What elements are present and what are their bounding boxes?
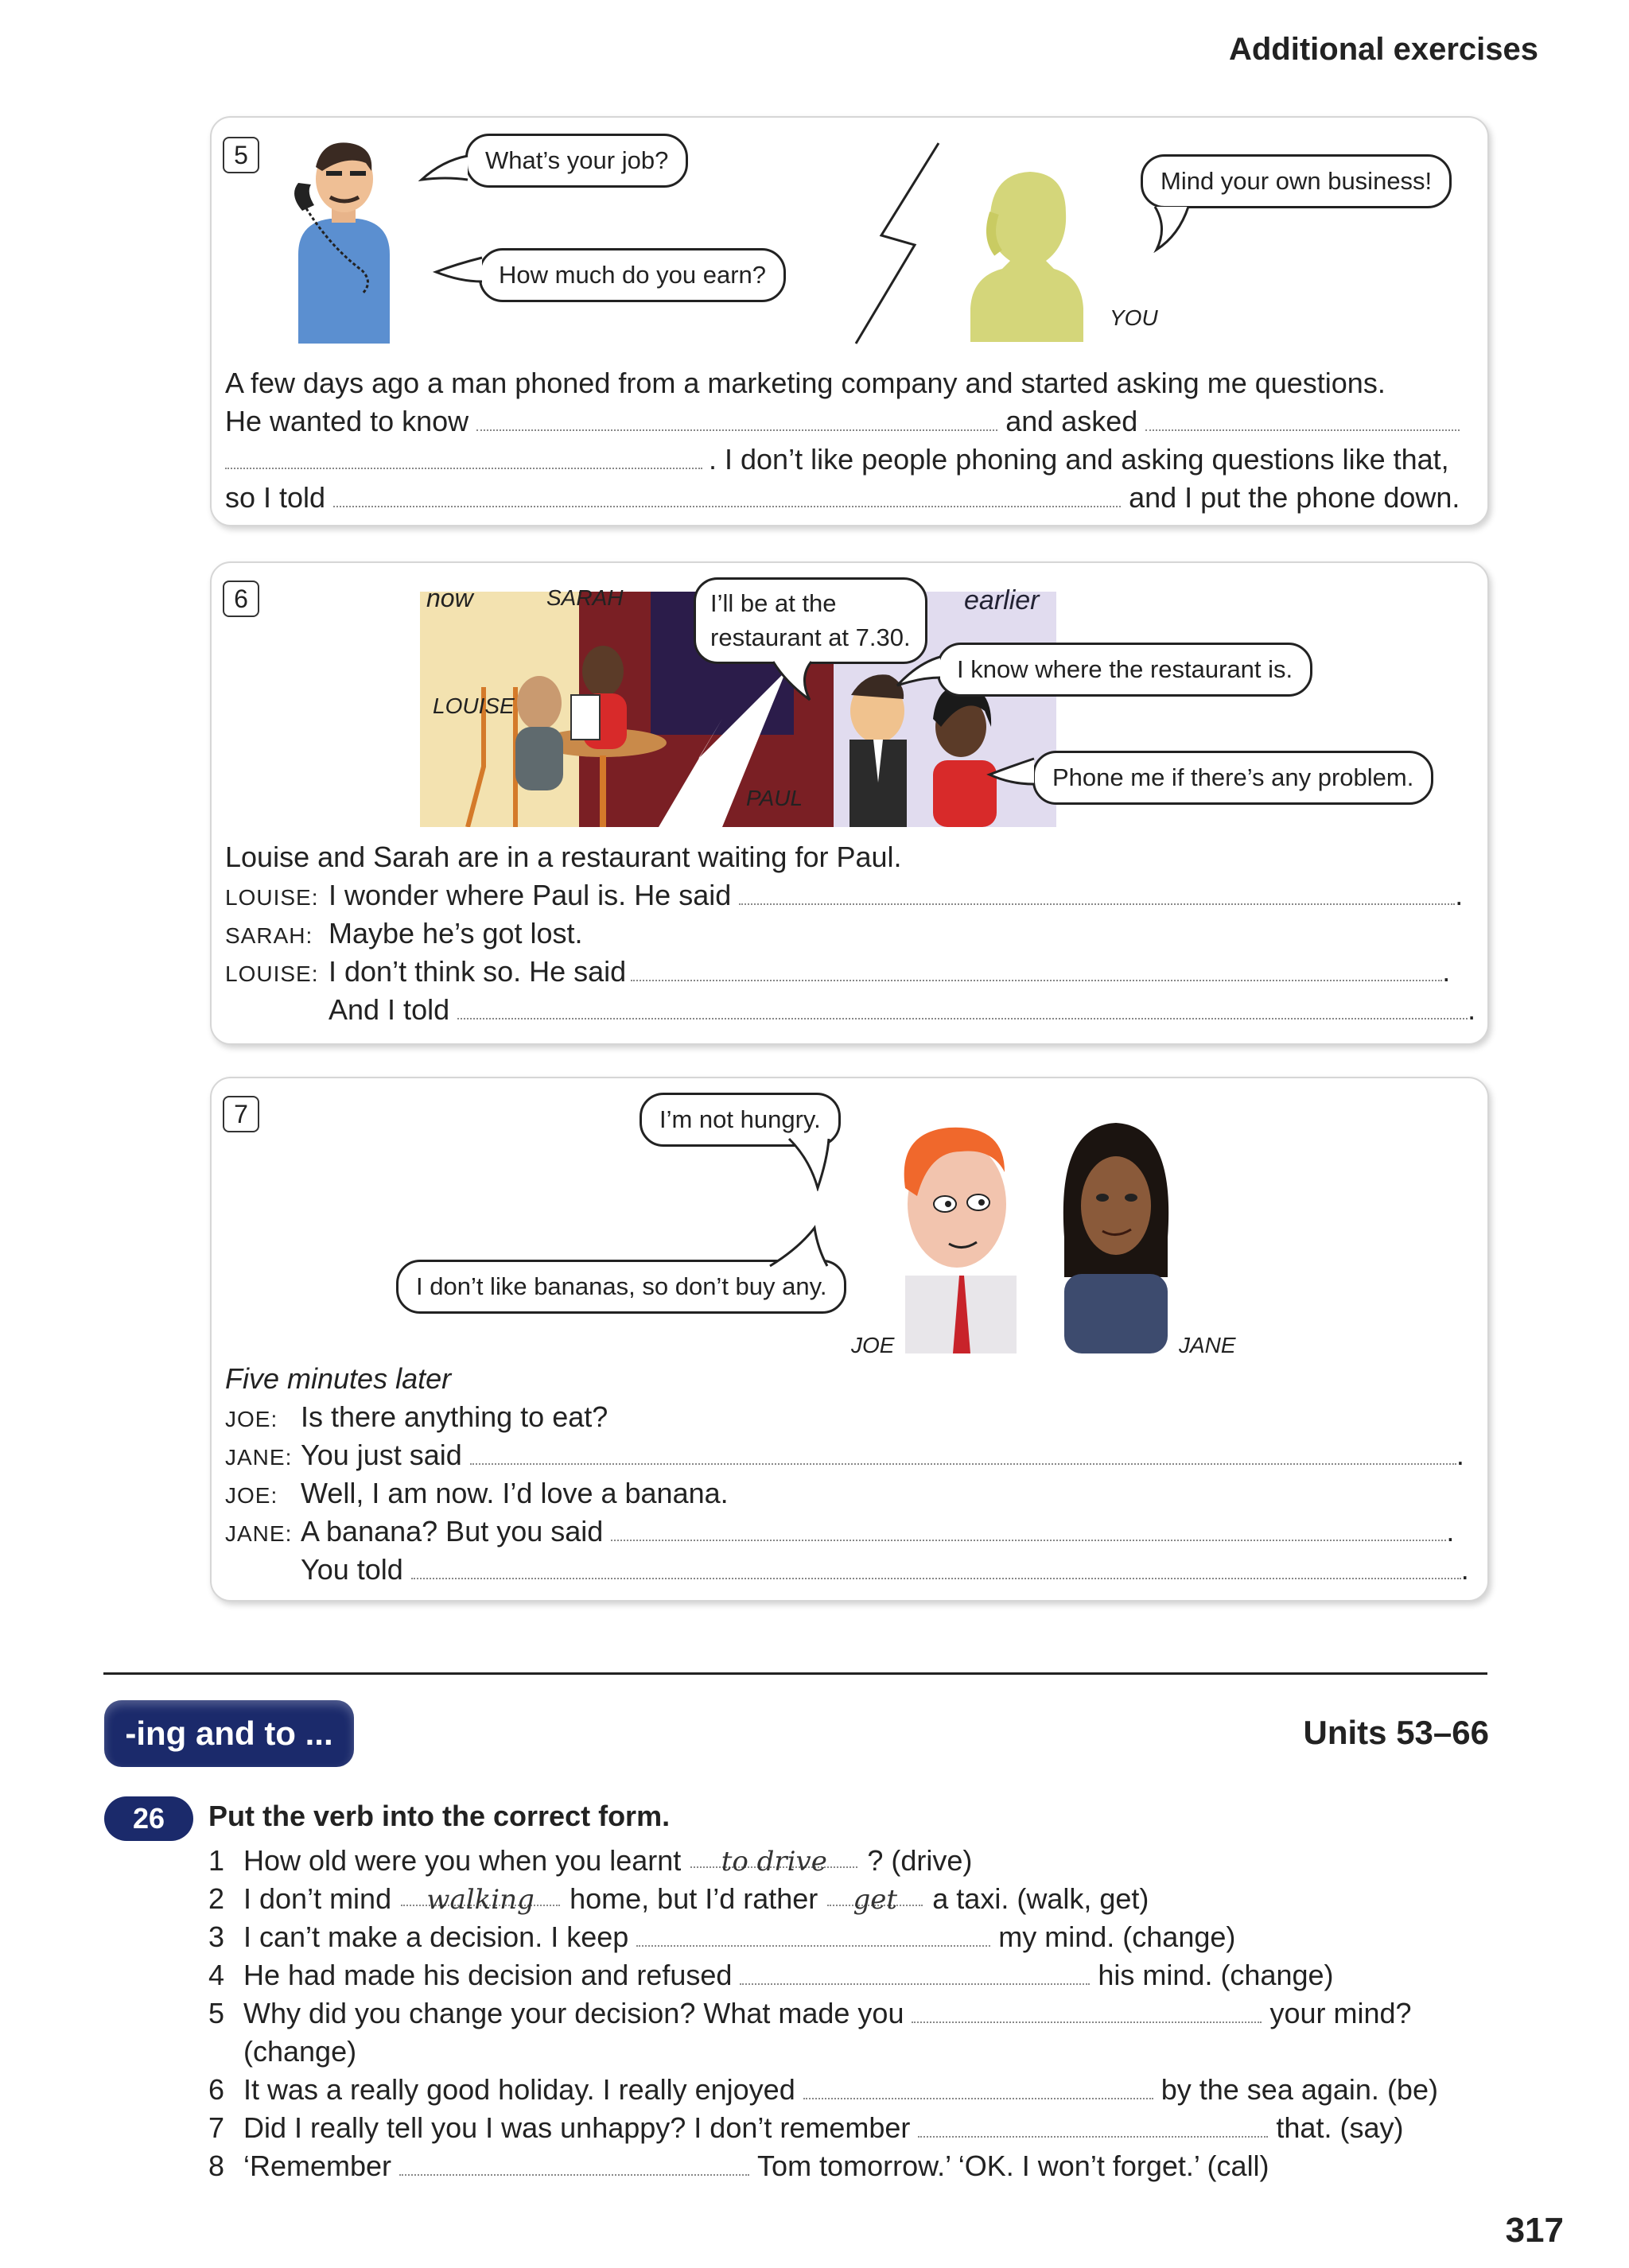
speech-bubble-earn: How much do you earn?: [479, 248, 786, 302]
lightning-bolt-icon: [851, 140, 947, 347]
man-on-phone-illustration: [282, 135, 402, 344]
page-number: 317: [1505, 2211, 1564, 2250]
speech-bubble-restaurant: I’ll be at the restaurant at 7.30.: [694, 577, 927, 664]
panel6-line-2: SARAH: Maybe he’s got lost.: [225, 917, 583, 950]
bubble-tail: [770, 658, 818, 703]
answer-blank[interactable]: [225, 444, 702, 469]
answer-blank[interactable]: [457, 994, 1468, 1019]
answer-blank[interactable]: [740, 1959, 1090, 1985]
exercise-number: 26: [104, 1796, 193, 1841]
answer-blank[interactable]: [803, 2074, 1153, 2099]
speech-bubble-mind-your-business: Mind your own business!: [1141, 154, 1452, 208]
exercise-item-1: 1 How old were you when you learnt to drive ? (drive): [208, 1844, 973, 1878]
panel7-intro: Five minutes later: [225, 1362, 452, 1395]
paul-label: PAUL: [746, 786, 803, 810]
panel5-line-2: He wanted to know and asked: [225, 402, 1460, 441]
speech-bubble-phone-me: Phone me if there’s any problem.: [1032, 751, 1433, 805]
exercise-instruction: Put the verb into the correct form.: [208, 1800, 671, 1832]
earlier-label: earlier: [964, 585, 1040, 616]
panel5-line-1: A few days ago a man phoned from a marketing company and started asking me questions.: [225, 367, 1386, 399]
panel6-intro: Louise and Sarah are in a restaurant waiting for Paul.: [225, 841, 902, 873]
bubble-tail: [767, 1225, 830, 1269]
you-label: YOU: [1110, 305, 1158, 330]
exercise-item-5: 5 Why did you change your decision? What made you your mind?: [208, 1997, 1412, 2029]
header-title: Additional exercises: [1228, 32, 1538, 67]
panel7-line-3: JOE: Well, I am now. I’d love a banana.: [225, 1477, 729, 1509]
answer-blank[interactable]: [611, 1516, 1446, 1541]
panel7-line-1: JOE: Is there anything to eat?: [225, 1400, 608, 1433]
answer-field[interactable]: walking: [401, 1881, 560, 1906]
section-divider: [103, 1672, 1487, 1675]
speech-bubble-know-restaurant: I know where the restaurant is.: [937, 643, 1312, 697]
speech-bubble-not-hungry: I’m not hungry.: [640, 1093, 841, 1147]
answer-blank[interactable]: [912, 1998, 1262, 2023]
bubble-tail: [418, 153, 469, 184]
answer-field[interactable]: to drive: [690, 1843, 857, 1868]
exercise-item-6: 6 It was a really good holiday. I really enjoyed by the sea again. (be): [208, 2073, 1438, 2106]
jane-illustration: [1056, 1118, 1176, 1353]
answer-blank[interactable]: [739, 880, 1455, 905]
now-label: now: [426, 584, 473, 612]
answer-blank[interactable]: [476, 406, 997, 431]
exercise-item-2: 2 I don’t mind walking home, but I’d rather get a taxi. (walk, get): [208, 1882, 1149, 1916]
panel7-line-4: JANE: A banana? But you said .: [225, 1515, 1455, 1548]
answer-blank[interactable]: [1145, 406, 1460, 431]
answer-blank[interactable]: [918, 2112, 1268, 2138]
answer-blank[interactable]: [636, 1921, 990, 1947]
answer-blank[interactable]: [470, 1439, 1456, 1465]
answer-blank[interactable]: [411, 1554, 1461, 1579]
joe-label: JOE: [851, 1333, 895, 1357]
units-label: Units 53–66: [1303, 1714, 1489, 1751]
bubble-tail: [894, 654, 942, 689]
panel6-line-4: And I told .: [329, 993, 1476, 1026]
panel7-line-5: You told .: [301, 1553, 1469, 1586]
bubble-tail: [433, 254, 484, 286]
exercise-item-5-cont: (change): [243, 2035, 357, 2068]
exercise-item-8: 8 ‘Remember Tom tomorrow.’ ‘OK. I won’t forget.’ (call): [208, 2150, 1269, 2182]
panel5-line-3: . I don’t like people phoning and asking questions like that,: [225, 441, 1449, 479]
bubble-tail: [786, 1136, 832, 1191]
speech-bubble-job: What’s your job?: [465, 134, 688, 188]
panel5-line-4: so I told and I put the phone down.: [225, 481, 1460, 514]
exercise-item-3: 3 I can’t make a decision. I keep my mind. (change): [208, 1920, 1236, 1953]
louise-label: LOUISE: [433, 693, 515, 718]
bubble-tail: [986, 755, 1036, 790]
exercise-item-7: 7 Did I really tell you I was unhappy? I don’t remember that. (say): [208, 2111, 1404, 2144]
bubble-tail: [1152, 204, 1192, 253]
panel-number-6: 6: [223, 581, 259, 617]
panel6-line-3: LOUISE: I don’t think so. He said .: [225, 955, 1451, 988]
panel-number-7: 7: [223, 1096, 259, 1132]
joe-illustration: [873, 1117, 1032, 1353]
panel-number-5: 5: [223, 137, 259, 173]
section-title: -ing and to ...: [104, 1700, 354, 1767]
exercise-item-4: 4 He had made his decision and refused his mind. (change): [208, 1959, 1334, 1991]
jane-label: JANE: [1179, 1333, 1236, 1357]
answer-blank[interactable]: [399, 2150, 749, 2176]
panel7-line-2: JANE: You just said .: [225, 1439, 1464, 1471]
answer-blank[interactable]: [631, 956, 1442, 981]
panel6-line-1: LOUISE: I wonder where Paul is. He said .: [225, 879, 1464, 911]
speech-bubble-bananas: I don’t like bananas, so don’t buy any.: [396, 1260, 846, 1314]
answer-blank[interactable]: [333, 482, 1121, 507]
answer-field[interactable]: get: [827, 1881, 923, 1906]
you-silhouette-illustration: [962, 165, 1090, 342]
sarah-label: SARAH: [546, 585, 624, 610]
